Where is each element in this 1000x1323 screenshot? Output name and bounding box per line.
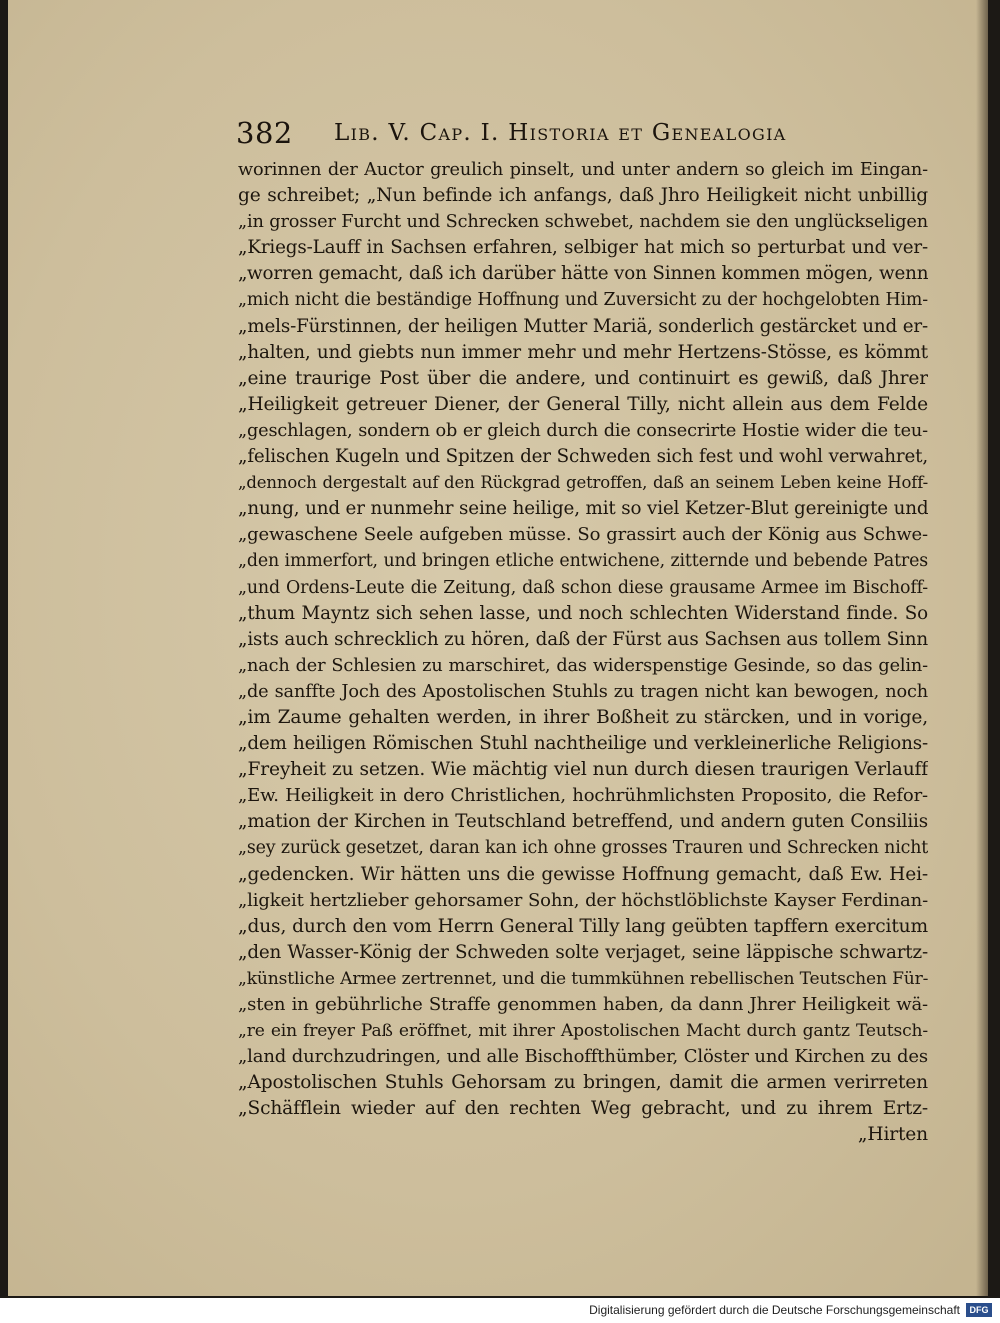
- text-line: „mels-Fürstinnen, der heiligen Mutter Mariä, sonderlich gestärcket und er-: [238, 315, 928, 337]
- text-line: „Heiligkeit getreuer Diener, der General Tilly, nicht allein aus dem Felde: [238, 393, 928, 415]
- text-line: „Schäfflein wieder auf den rechten Weg gebracht, und zu ihrem Ertz-: [238, 1098, 928, 1120]
- text-line: „nach der Schlesien zu marschiret, das widerspenstige Gesinde, so das gelin-: [238, 655, 928, 676]
- text-line: „mation der Kirchen in Teutschland betreffend, und andern guten Consiliis: [238, 811, 928, 833]
- text-line: „Apostolischen Stuhls Gehorsam zu bringen, damit die armen verirreten: [238, 1072, 928, 1094]
- text-line: „dennoch dergestalt auf den Rückgrad getroffen, daß an seinem Leben keine Hoff-: [238, 473, 928, 493]
- text-line: „Ew. Heiligkeit in dero Christlichen, hochrühmlichsten Proposito, die Refor-: [238, 785, 928, 807]
- footer-bar: [0, 1298, 1000, 1323]
- text-line: „re ein freyer Paß eröffnet, mit ihrer Apostolischen Macht durch gantz Teutsch-: [238, 1021, 928, 1042]
- text-line: „Hirten: [857, 1124, 928, 1146]
- text-line: „land durchzudringen, und alle Bischoffthümber, Clöster und Kirchen zu des: [238, 1046, 928, 1068]
- text-line: „eine traurige Post über die andere, und continuirt es gewiß, daß Jhrer: [238, 367, 928, 389]
- text-line: „den Wasser-König der Schweden solte verjaget, seine läppische schwartz-: [238, 941, 928, 963]
- text-line: worinnen der Auctor greulich pinselt, und unter andern so gleich im Eingan-: [238, 160, 928, 180]
- text-line: „sten in gebührliche Straffe genommen haben, da dann Jhrer Heiligkeit wä-: [238, 994, 928, 1015]
- text-line: „ists auch schrecklich zu hören, daß der Fürst aus Sachsen aus tollem Sinn: [238, 628, 928, 650]
- text-line: „im Zaume gehalten werden, in ihrer Boßheit zu stärcken, und in vorige,: [238, 706, 928, 728]
- dfg-logo: DFG: [966, 1303, 992, 1317]
- text-line: „felischen Kugeln und Spitzen der Schweden sich fest und wohl verwahret,: [238, 446, 928, 468]
- text-line: „worren gemacht, daß ich darüber hätte von Sinnen kommen mögen, wenn: [238, 263, 928, 285]
- text-line: ge schreibet; „Nun befinde ich anfangs, daß Jhro Heiligkeit nicht unbillig: [238, 185, 928, 207]
- text-line: „und Ordens-Leute die Zeitung, daß schon diese grausame Armee im Bischoff-: [238, 577, 928, 598]
- text-line: „halten, und giebts nun immer mehr und mehr Hertzens-Stösse, es kömmt: [238, 341, 928, 363]
- text-line: „den immerfort, und bringen etliche entwichene, zitternde und bebende Patres: [238, 551, 928, 572]
- text-line: „gewaschene Seele aufgeben müsse. So grassirt auch der König aus Schwe-: [238, 524, 928, 546]
- text-line: „sey zurück gesetzet, daran kan ich ohne grosses Trauren und Schrecken nicht: [238, 838, 928, 859]
- digitization-credit: Digitalisierung gefördert durch die Deutsche Forschungsgemeinschaft: [589, 1303, 960, 1317]
- text-line: „nung, und er nunmehr seine heilige, mit so viel Ketzer-Blut gereinigte und: [238, 498, 928, 520]
- text-line: „gedencken. Wir hätten uns die gewisse Hoffnung gemacht, daß Ew. Hei-: [238, 863, 928, 885]
- running-head: Lib. V. Cap. I. Historia et Genealogia: [334, 120, 787, 146]
- text-line: „thum Mayntz sich sehen lasse, und noch schlechten Widerstand finde. So: [238, 602, 928, 624]
- text-line: „Kriegs-Lauff in Sachsen erfahren, selbiger hat mich so perturbat und ver-: [238, 237, 928, 259]
- text-line: „dus, durch den vom Herrn General Tilly lang geübten tapffern exercitum: [238, 915, 928, 937]
- text-line: „Freyheit zu setzen. Wie mächtig viel nun durch diesen traurigen Verlauff: [238, 759, 928, 781]
- text-line: „geschlagen, sondern ob er gleich durch die consecrirte Hostie wider die teu-: [238, 420, 928, 441]
- page-number: 382: [236, 116, 293, 150]
- text-line: „mich nicht die beständige Hoffnung und Zuversicht zu der hochgelobten Him-: [238, 290, 928, 311]
- page-header: [230, 112, 930, 152]
- text-line: „dem heiligen Römischen Stuhl nachtheilige und verkleinerliche Religions-: [238, 733, 928, 755]
- book-page: [8, 0, 988, 1296]
- text-line: „ligkeit hertzlieber gehorsamer Sohn, der höchstlöblichste Kayser Ferdinan-: [238, 889, 928, 911]
- page-edge-shadow: [976, 0, 988, 1296]
- body-text: [238, 157, 928, 1149]
- text-line: „in grosser Furcht und Schrecken schwebet, nachdem sie den unglückseligen: [238, 212, 928, 233]
- text-line: „de sanffte Joch des Apostolischen Stuhls zu tragen nicht kan bewogen, noch: [238, 681, 928, 702]
- text-line: „künstliche Armee zertrennet, und die tummkühnen rebellischen Teutschen Für-: [238, 968, 928, 989]
